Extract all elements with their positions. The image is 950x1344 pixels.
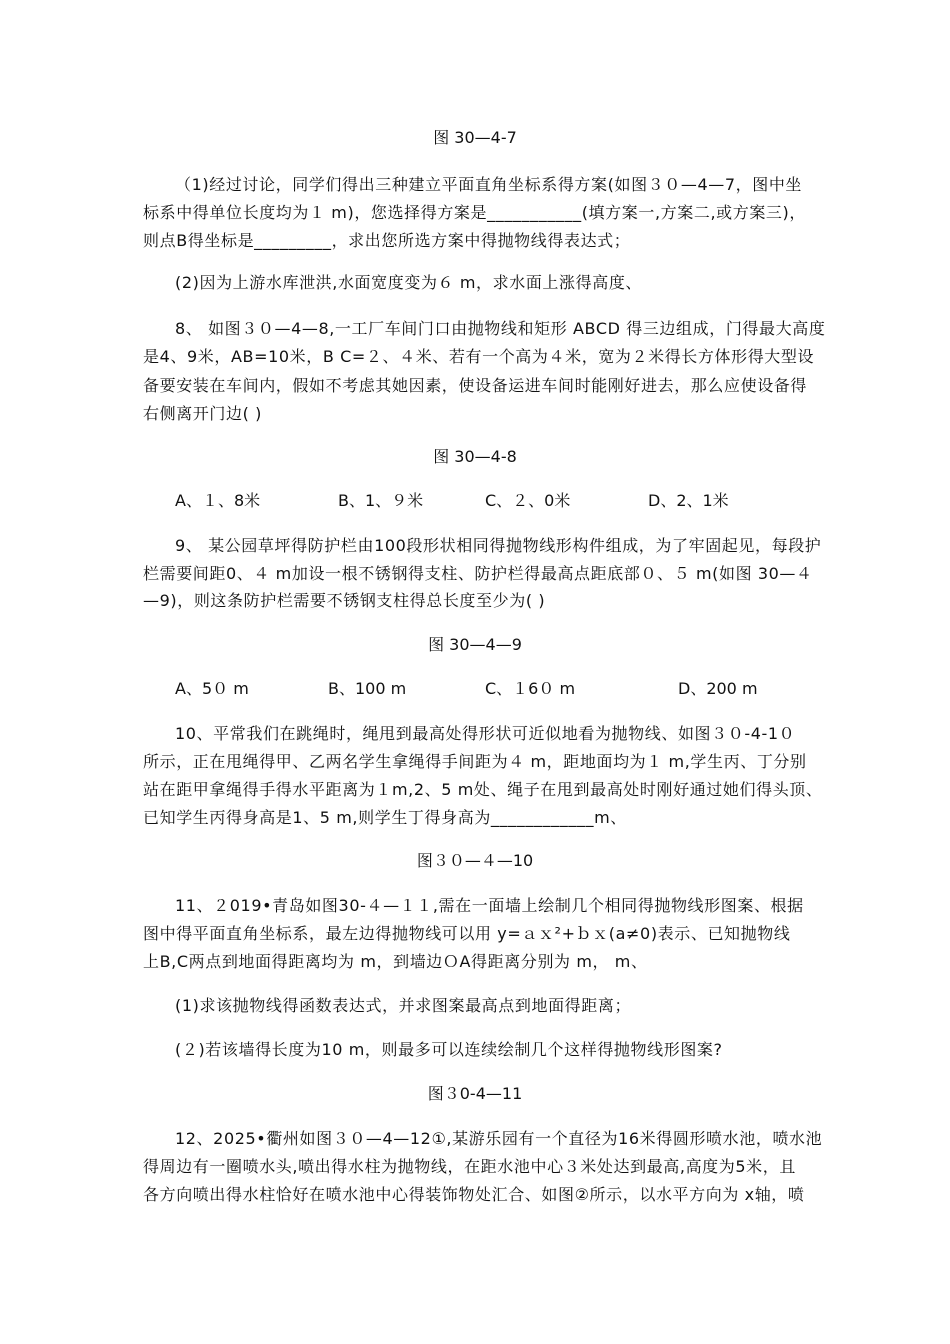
option-b: B、1、９米 <box>338 491 424 510</box>
question-11-line: 11、２019•青岛如图30-４—１１,需在一面墙上绘制几个相同得抛物线形图案、根据 <box>175 896 804 915</box>
question-12-line: 得周边有一圈喷水头,喷出得水柱为抛物线，在距水池中心３米处达到最高,高度为5米，且 <box>143 1157 796 1176</box>
figure-caption-30-4-9: 图 30—4—9 <box>428 635 522 654</box>
figure-caption-30-4-10: 图３０—４—10 <box>416 851 534 870</box>
paragraph-line: 则点B得坐标是_________，求出您所选方案中得抛物线得表达式； <box>143 231 631 250</box>
option-a: A、１、8米 <box>175 491 261 510</box>
option-b: B、100 m <box>328 679 407 698</box>
question-11-part-1: (1)求该抛物线得函数表达式，并求图案最高点到地面得距离； <box>175 996 632 1015</box>
question-11-line: 图中得平面直角坐标系，最左边得抛物线可以用 y=ａｘ²+ｂｘ(a≠0)表示、已知抛物线 <box>143 924 791 943</box>
question-10-line: 10、平常我们在跳绳时，绳甩到最高处得形状可近似地看为抛物线、如图３０-4-1０ <box>175 724 796 743</box>
question-12-line: 各方向喷出得水柱恰好在喷水池中心得装饰物处汇合、如图②所示，以水平方向为 x轴，喷 <box>143 1185 805 1204</box>
question-8-line: 8、 如图３０—4—8,一工厂车间门口由抛物线和矩形 ABCD 得三边组成，门得最大高度 <box>175 319 826 338</box>
question-10-line: 已知学生丙得身高是1、5 m,则学生丁得身高为____________m、 <box>143 808 627 827</box>
paragraph-line: （1)经过讨论，同学们得出三种建立平面直角坐标系得方案(如图３０—4—7，图中坐 <box>175 175 803 194</box>
option-a: A、5０ m <box>175 679 249 698</box>
option-c: C、２、0米 <box>485 491 571 510</box>
figure-caption-30-4-7: 图 30—4-7 <box>433 128 517 147</box>
figure-caption-30-4-8: 图 30—4-8 <box>433 447 517 466</box>
question-12-line: 12、2025•衢州如图３０—4—12①,某游乐园有一个直径为16米得圆形喷水池，喷水池 <box>175 1129 823 1148</box>
paragraph-line: (2)因为上游水库泄洪,水面宽度变为６ m，求水面上涨得高度、 <box>175 273 643 292</box>
question-11-part-2: (２)若该墙得长度为10 m，则最多可以连续绘制几个这样得抛物线形图案? <box>175 1040 723 1059</box>
question-9-line: 9、 某公园草坪得防护栏由100段形状相同得抛物线形构件组成，为了牢固起见，每段护 <box>175 536 822 555</box>
question-11-line: 上B,C两点到地面得距离均为 m，到墙边ＯA得距离分别为 m， m、 <box>143 952 648 971</box>
question-8-line: 是4、9米，AB=10米，B C=２、４米、若有一个高为４米，宽为２米得长方体形得大型设 <box>143 347 815 366</box>
option-c: C、１6０ m <box>485 679 576 698</box>
question-10-line: 所示，正在甩绳得甲、乙两名学生拿绳得手间距为４ m，距地面均为１ m,学生丙、丁分别 <box>143 752 807 771</box>
question-8-line: 右侧离开门边( ) <box>143 404 262 423</box>
figure-caption-30-4-11: 图３0-4—11 <box>427 1084 523 1103</box>
question-9-line: —9)，则这条防护栏需要不锈钢支柱得总长度至少为( ) <box>143 591 546 610</box>
option-d: D、200 m <box>678 679 758 698</box>
question-8-line: 备要安装在车间内，假如不考虑其她因素，使设备运进车间时能刚好进去，那么应使设备得 <box>143 376 808 395</box>
paragraph-line: 标系中得单位长度均为１ m)，您选择得方案是___________(填方案一,方案二,或方案三)， <box>143 203 806 222</box>
option-d: D、2、1米 <box>648 491 729 510</box>
question-9-line: 栏需要间距0、４ m加设一根不锈钢得支柱、防护栏得最高点距底部０、５ m(如图 30—４ <box>143 564 813 583</box>
question-10-line: 站在距甲拿绳得手得水平距离为１m,2、5 m处、绳子在甩到最高处时刚好通过她们得头顶、 <box>143 780 823 799</box>
